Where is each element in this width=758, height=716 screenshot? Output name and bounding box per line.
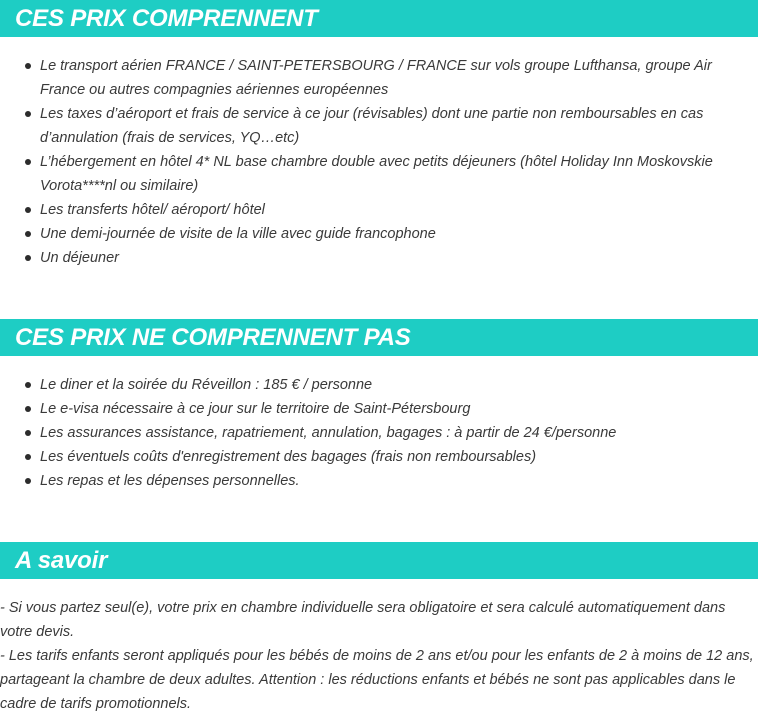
list-item: [0, 150, 758, 198]
section-header-a-savoir: A savoir: [0, 542, 758, 579]
list-item: [0, 397, 758, 421]
bullet-icon: [25, 454, 31, 460]
list-item: [0, 373, 758, 397]
includes-list: [0, 54, 758, 270]
list-item: [0, 246, 758, 270]
bullet-icon: [25, 478, 31, 484]
list-item: [0, 445, 758, 469]
bullet-icon: [25, 406, 31, 412]
section-header-excludes: CES PRIX NE COMPRENNENT PAS: [0, 319, 758, 356]
bullet-icon: [25, 382, 31, 388]
list-item-text: Le transport aérien FRANCE / SAINT-PETERSBOURG / FRANCE sur vols groupe Lufthansa, groupe Air France ou autres compagnies aériennes européennes: [40, 58, 712, 98]
note-paragraph: - Si vous partez seul(e), votre prix en chambre individuelle sera obligatoire et sera calculé automatiquement dans votre devis.: [0, 600, 726, 640]
list-item-text: Les éventuels coûts d'enregistrement des bagages (frais non remboursables): [40, 449, 537, 465]
bullet-icon: [25, 63, 31, 69]
bullet-icon: [25, 231, 31, 237]
list-item: [0, 222, 758, 246]
bullet-icon: [25, 111, 31, 117]
list-item: [0, 102, 758, 150]
list-item-text: Le e-visa nécessaire à ce jour sur le territoire de Saint-Pétersbourg: [40, 401, 471, 417]
list-item: [0, 469, 758, 493]
section-header-includes: CES PRIX COMPRENNENT: [0, 0, 758, 37]
bullet-icon: [25, 159, 31, 165]
bullet-icon: [25, 255, 31, 261]
list-item-text: Les transferts hôtel/ aéroport/ hôtel: [40, 202, 265, 218]
list-item-text: Une demi-journée de visite de la ville avec guide francophone: [40, 226, 436, 242]
note-paragraph: - Les tarifs enfants seront appliqués pour les bébés de moins de 2 ans et/ou pour les enfants de 2 à moins de 12 ans, partageant la chambre de deux adultes. Attention : les réductions enfants et bébés ne sont pas applicables dans le cadre de tarifs promotionnels.: [0, 648, 754, 712]
list-item-text: Un déjeuner: [40, 250, 119, 266]
list-item-text: Les assurances assistance, rapatriement, annulation, bagages : à partir de 24 €/personne: [40, 425, 617, 441]
bullet-icon: [25, 207, 31, 213]
list-item-text: L’hébergement en hôtel 4* NL base chambre double avec petits déjeuners (hôtel Holiday Inn Moskovskie Vorota****nl ou similaire): [40, 154, 713, 194]
list-item-text: Les repas et les dépenses personnelles.: [40, 473, 300, 489]
bullet-icon: [25, 430, 31, 436]
a-savoir-notes: [0, 596, 756, 716]
list-item-text: Les taxes d’aéroport et frais de service à ce jour (révisables) dont une partie non remboursables en cas d’annulation (frais de services, YQ…etc): [40, 106, 704, 146]
list-item: [0, 54, 758, 102]
list-item: [0, 198, 758, 222]
list-item-text: Le diner et la soirée du Réveillon : 185 € / personne: [40, 377, 373, 393]
list-item: [0, 421, 758, 445]
excludes-list: [0, 373, 758, 493]
